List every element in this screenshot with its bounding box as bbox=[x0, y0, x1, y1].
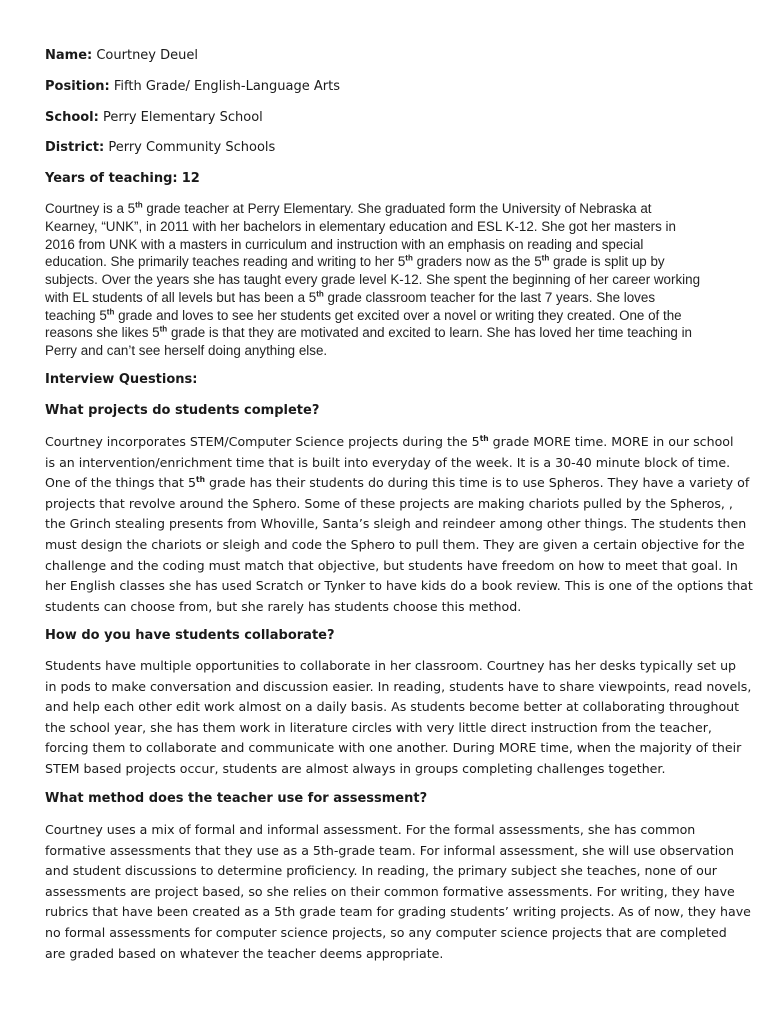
answer-line: Courtney incorporates STEM/Computer Science projects during the 5th grade MORE time. MORE in our school bbox=[45, 433, 734, 449]
bio-line: subjects. Over the years she has taught every grade level K-12. She spent the beginning of her career working bbox=[45, 272, 701, 287]
years-field bbox=[45, 171, 200, 187]
answer-line: STEM based projects occur, students are almost always in groups completing challenges together. bbox=[45, 760, 666, 776]
question-projects: What projects do students complete? bbox=[45, 403, 320, 418]
answer-line: must design the chariots or sleigh and code the Sphero to pull them. They are given a certain objective for the bbox=[45, 536, 745, 552]
answer-line: students can choose from, but she rarely has students choose this method. bbox=[45, 598, 522, 614]
school-label: School: bbox=[45, 110, 99, 125]
answer-projects bbox=[45, 432, 753, 617]
name-value: Courtney Deuel bbox=[96, 48, 198, 63]
answer-line: Students have multiple opportunities to collaborate in her classroom. Courtney has her desks typically set up bbox=[45, 658, 737, 673]
school-value: Perry Elementary School bbox=[102, 110, 263, 125]
answer-line: One of the things that 5th grade has their students do during this time is to use Spheros. They have a variety of bbox=[45, 475, 750, 491]
question-collaborate: How do you have students collaborate? bbox=[45, 628, 335, 643]
bio-line: with EL students of all levels but has been a 5th grade classroom teacher for the last 7 years. She loves bbox=[45, 289, 656, 305]
bio-line: Courtney is a 5th grade teacher at Perry Elementary. She graduated form the University of Nebraska at bbox=[45, 200, 652, 216]
answer-line: no formal assessments for computer science projects, so any computer science projects that are completed bbox=[45, 924, 727, 940]
question-assessment: What method does the teacher use for assessment? bbox=[45, 791, 428, 806]
answer-line: forcing them to collaborate and communicate with one another. During MORE time, when the majority of their bbox=[45, 740, 742, 756]
position-value: Fifth Grade/ English-Language Arts bbox=[113, 79, 340, 94]
answer-line: her English classes she has used Scratch or Tynker to have kids do a book review. This is one of the options that bbox=[45, 578, 753, 594]
answer-line: and help each other edit work almost on a daily basis. As students become better at collaborating throughout bbox=[45, 699, 740, 715]
district-field bbox=[45, 140, 275, 156]
answer-assessment bbox=[45, 820, 751, 964]
answer-line: the school year, she has them work in literature circles with very little direct instruction from the teacher, bbox=[45, 719, 712, 735]
answer-line: is an intervention/enrichment time that is built into everyday of the week. It is a 30-40 minute block of time. bbox=[45, 454, 731, 470]
answer-line: are graded based on whatever the teacher deems appropriate. bbox=[45, 945, 444, 961]
answer-line: assessments are project based, so she relies on their common formative assessments. For writing, they have bbox=[45, 883, 735, 899]
years-value: 12 bbox=[181, 171, 200, 186]
answer-collaborate bbox=[45, 656, 752, 780]
bio-line: Kearney, “UNK”, in 2011 with her bachelors in elementary education and ESL K-12. She got her masters in bbox=[45, 218, 676, 234]
name-field bbox=[45, 48, 198, 64]
district-label: District: bbox=[45, 140, 105, 155]
district-value: Perry Community Schools bbox=[108, 140, 276, 155]
years-label: Years of teaching: bbox=[45, 171, 178, 186]
answer-line: the Grinch stealing presents from Whoville, Santa’s sleigh and reindeer among other things. The students then bbox=[45, 516, 747, 532]
bio-line: 2016 from UNK with a masters in curriculum and instruction with an emphasis on reading and special bbox=[45, 236, 644, 252]
bio-paragraph bbox=[45, 200, 725, 360]
answer-line: Courtney uses a mix of formal and informal assessment. For the formal assessments, she has common bbox=[45, 822, 696, 837]
bio-line: teaching 5th grade and loves to see her students get excited over a novel or writing they created. One of the bbox=[45, 307, 682, 323]
answer-line: rubrics that have been created as a 5th grade team for grading students’ writing projects. As of now, they have bbox=[45, 904, 751, 920]
position-label: Position: bbox=[45, 79, 110, 94]
bio-line: Perry and can’t see herself doing anything else. bbox=[45, 343, 328, 358]
answer-line: projects that revolve around the Sphero. Some of these projects are making chariots pulled by the Spheros, , bbox=[45, 495, 733, 511]
school-field bbox=[45, 110, 263, 126]
answer-line: and student discussions to determine proficiency. In reading, the primary subject she teaches, none of our bbox=[45, 863, 717, 879]
answer-line: challenge and the coding must match that objective, but students have freedom on how to meet that goal. In bbox=[45, 557, 738, 573]
interview-heading: Interview Questions: bbox=[45, 372, 198, 387]
bio-line: education. She primarily teaches reading and writing to her 5th graders now as the 5th grade is split up by bbox=[45, 253, 665, 270]
answer-line: formative assessments that they use as a 5th-grade team. For informal assessment, she will use observation bbox=[45, 842, 734, 858]
position-field bbox=[45, 79, 340, 95]
answer-line: in pods to make conversation and discussion easier. In reading, students have to share viewpoints, read novels, bbox=[45, 678, 752, 694]
name-label: Name: bbox=[45, 48, 93, 63]
bio-line: reasons she likes 5th grade is that they are motivated and excited to learn. She has loved her time teaching in bbox=[45, 324, 692, 341]
